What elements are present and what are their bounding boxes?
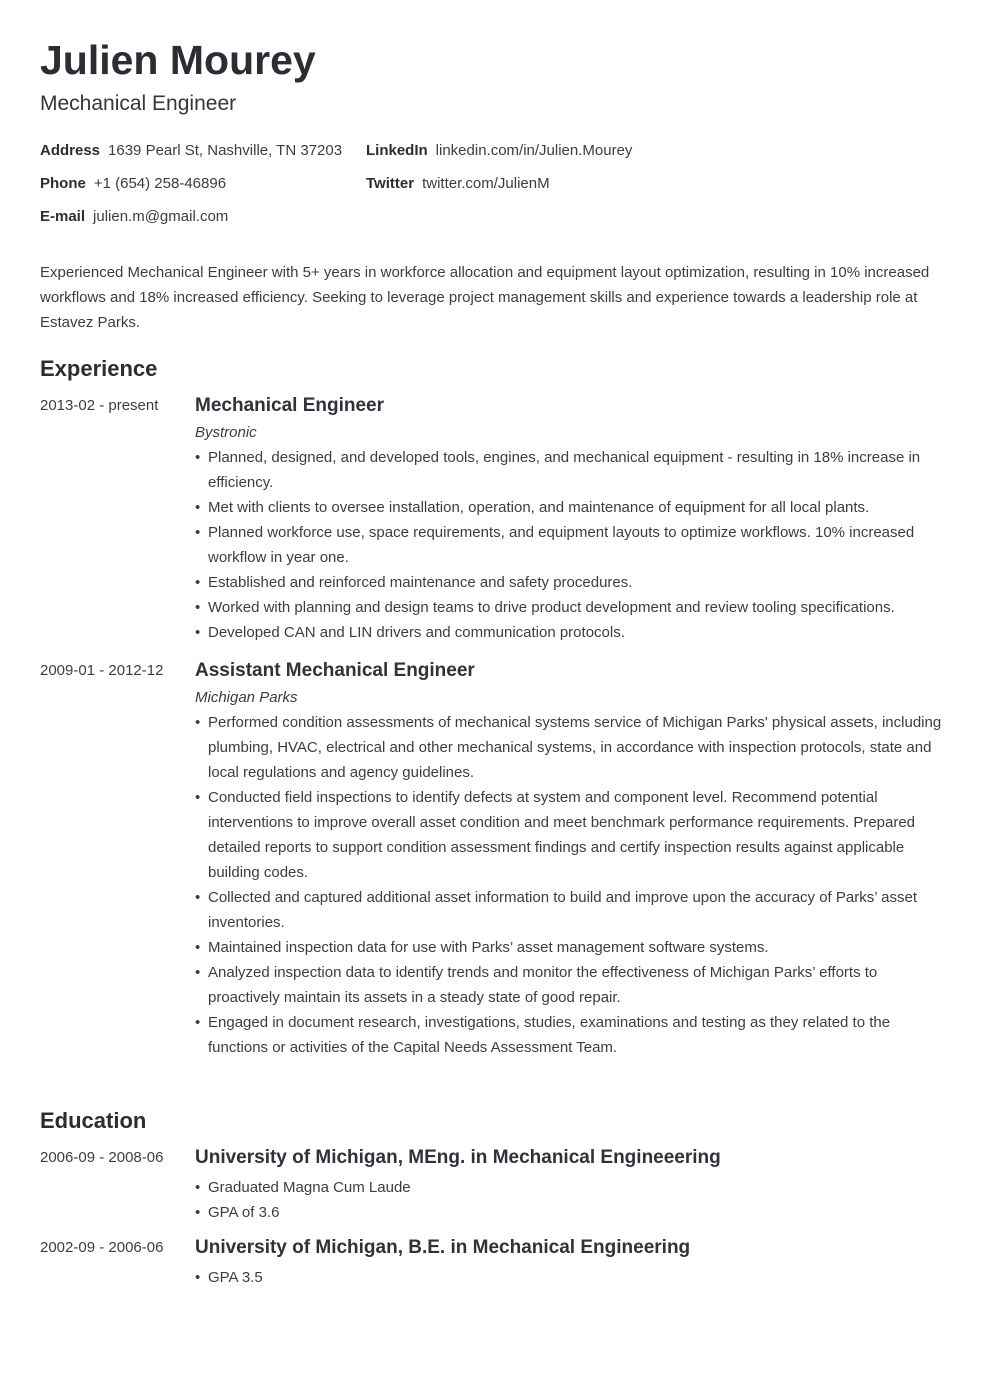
entry-dates: 2009-01 - 2012-12 (40, 662, 164, 679)
bullet-item: • Maintained inspection data for use with Parks’ asset management software systems. (195, 935, 945, 960)
bullet-list (195, 1175, 945, 1225)
contact-email (40, 206, 228, 228)
bullet-item: • Conducted field inspections to identify defects at system and component level. Recommend potential interventions to improve overall asset condition and meet benchmark performance requirements. Prepared detailed reports to support condition assessment findings and certify inspection results against applicable building codes. (195, 785, 945, 885)
summary-paragraph: Experienced Mechanical Engineer with 5+ years in workforce allocation and equipment layout optimization, resulting in 10% increased workflows and 18% increased efficiency. Seeking to leverage project management skills and experience towards a leadership role at Estavez Parks. (40, 264, 930, 331)
contact-phone-value: +1 (654) 258-46896 (93, 175, 227, 192)
bullet-item: • Performed condition assessments of mechanical systems service of Michigan Parks' physical assets, including plumbing, HVAC, electrical and other mechanical systems, in accordance with inspection protocols, state and local regulations and agency guidelines. (195, 710, 945, 785)
bullet-item: • Met with clients to oversee installation, operation, and maintenance of equipment for all local plants. (195, 495, 945, 520)
bullet-list (195, 1265, 945, 1290)
entry-dates: 2006-09 - 2008-06 (40, 1149, 164, 1166)
entry-body (195, 1146, 945, 1225)
bullet-item: • Planned, designed, and developed tools, engines, and mechanical equipment - resulting in 18% increase in efficiency. (195, 445, 945, 495)
contact-linkedin-label: LinkedIn (366, 142, 428, 159)
experience-heading: Experience (40, 356, 158, 381)
bullet-item: • Collected and captured additional asset information to build and improve upon the accuracy of Parks’ asset inventories. (195, 885, 945, 935)
bullet-item: • Worked with planning and design teams to drive product development and review tooling specifications. (195, 595, 945, 620)
contact-email-label: E-mail (40, 208, 86, 225)
bullet-item: • Established and reinforced maintenance and safety procedures. (195, 570, 945, 595)
contact-block (40, 140, 950, 240)
company-name: Michigan Parks (195, 689, 298, 706)
entry-body (195, 1236, 945, 1290)
bullet-list (195, 445, 945, 645)
degree-title: University of Michigan, B.E. in Mechanical Engineering (195, 1237, 691, 1258)
bullet-item: • Analyzed inspection data to identify trends and monitor the effectiveness of Michigan Parks’ efforts to proactively maintain its assets in a steady state of good repair. (195, 960, 945, 1010)
bullet-item: • Developed CAN and LIN drivers and communication protocols. (195, 620, 945, 645)
contact-address-value: 1639 Pearl St, Nashville, TN 37203 (108, 142, 343, 159)
candidate-name: Julien Mourey (40, 37, 316, 83)
degree-title: University of Michigan, MEng. in Mechanical Engineeering (195, 1147, 721, 1168)
bullet-item: • Graduated Magna Cum Laude (195, 1175, 945, 1200)
bullet-item: • GPA of 3.6 (195, 1200, 945, 1225)
job-title: Assistant Mechanical Engineer (195, 660, 475, 681)
company-name: Bystronic (195, 424, 257, 441)
bullet-item: • GPA 3.5 (195, 1265, 945, 1290)
bullet-item: • Planned workforce use, space requirements, and equipment layouts to optimize workflows. 10% increased workflow in year one. (195, 520, 945, 570)
entry-dates: 2013-02 - present (40, 397, 159, 414)
contact-linkedin (366, 140, 632, 162)
contact-twitter-label: Twitter (366, 175, 415, 192)
bullet-list (195, 710, 945, 1060)
education-heading: Education (40, 1108, 147, 1133)
job-title: Mechanical Engineer (195, 395, 385, 416)
entry-body (195, 659, 945, 1060)
contact-twitter (366, 173, 550, 195)
contact-linkedin-value: linkedin.com/in/Julien.Mourey (435, 142, 633, 159)
entry-body (195, 394, 945, 645)
contact-phone (40, 173, 226, 195)
contact-phone-label: Phone (40, 175, 86, 192)
contact-email-value: julien.m@gmail.com (93, 208, 229, 225)
entry-dates: 2002-09 - 2006-06 (40, 1239, 164, 1256)
contact-twitter-value: twitter.com/JulienM (422, 175, 550, 192)
bullet-item: • Engaged in document research, investigations, studies, examinations and testing as they related to the functions or activities of the Capital Needs Assessment Team. (195, 1010, 945, 1060)
candidate-role: Mechanical Engineer (40, 92, 237, 115)
contact-address (40, 140, 342, 162)
contact-address-label: Address (40, 142, 101, 159)
